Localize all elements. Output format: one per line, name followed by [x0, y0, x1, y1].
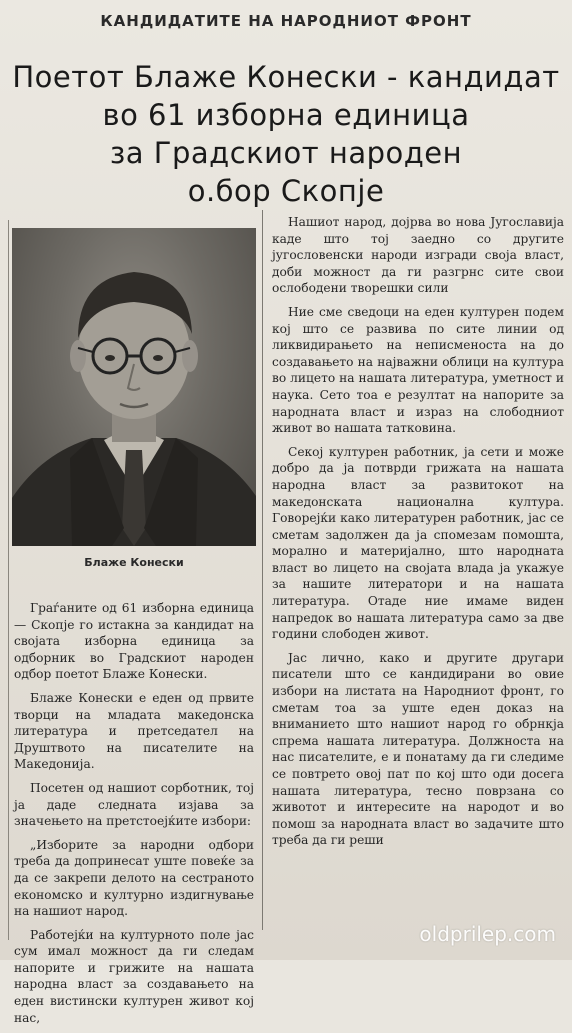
paragraph: Јас лично, како и другите другари писатели што се кандидирани во овие избори на листата на Народниот фронт, го сметам тоа за уште еден доказ на вниманието што нашиот народ го обрнкја спрема нашата литература. Должноста на нас писателите, е и понатаму да ги следиме се повтрето овој пат по кој што оди досега нашата литература, тесно поврзана со животот и интересите на народот и во помош за народната власт во задачите што треба да ги реши	[272, 650, 564, 848]
left-column	[14, 600, 254, 1033]
paragraph: Работејќи на културното поле јас сум имал можност да ги следам напорите и грижите на нашата народна власт за создавањето на еден вистински културен живот кој нас,	[14, 927, 254, 1025]
paragraph: Граѓаните од 61 изборна единица — Скопје го истакна за кандидат на својата изборна единица за одборник во Градскиот народен одбор поетот Блаже Конески.	[14, 601, 254, 682]
paragraph: Нашиот народ, дојрва во нова Југославија каде што тој заедно со другите југословенски народи изгради своја власт, доби можност да ги разгрнс сите свои ослободени творешки сили	[272, 215, 564, 296]
paragraph: Посетен од нашиот сорботник, тој ја даде следната изјава за значењето на претстоејќите избори:	[14, 780, 254, 829]
section-kicker: КАНДИДАТИТЕ НА НАРОДНИОТ ФРОНТ	[100, 12, 472, 30]
site-watermark: oldprilep.com	[419, 922, 556, 946]
headline-line-3: за Градскиот народен	[109, 136, 463, 170]
headline-line-1: Поетот Блаже Конески - кандидат	[12, 60, 560, 94]
right-column	[272, 214, 564, 856]
paragraph: „Изборите за народни одбори треба да допринесат уште повеќе за да се закрепи делото на сестраното економско и културно издигнување на нашиот народ.	[14, 837, 254, 919]
headline	[0, 58, 572, 210]
headline-line-4: о.бор Скопје	[187, 174, 385, 208]
paragraph: Ние сме сведоци на еден културен подем кој што се развива по сите линии од ликвидирањето на неписменоста на до создавањето на најважни облици на култура во лицето на нашата литература, уметност и наука. Сето тоа е резултат на напорите за народната власт и израз на слободниот живот во нашата татковина.	[272, 304, 564, 436]
headline-line-2: во 61 изборна единица	[102, 98, 470, 132]
left-edge-rule	[8, 220, 9, 940]
portrait-illustration	[12, 228, 256, 546]
paragraph: Блаже Конески е еден од првите творци на младата македонска литература и претседател на Друштвото на писателите на Македонија.	[14, 690, 254, 772]
column-divider	[262, 210, 263, 930]
photo-caption: Блаже Конески	[84, 556, 184, 569]
portrait-photo	[12, 228, 256, 546]
paragraph: Секој културен работник, ја сети и може добро да ја потврди грижата на нашата народна власт за развитокот на македонската национална култура. Говорејќи како литературен работник, јас се сметам задолжен да ја спомезам помошта, морално и материјално, што народната власт во лицето на својата влада ја укажуе за нашите литератори и на нашата литература. Отаде ние имаме виден напредок во нашата литература само за две години слободен живот.	[272, 444, 564, 642]
